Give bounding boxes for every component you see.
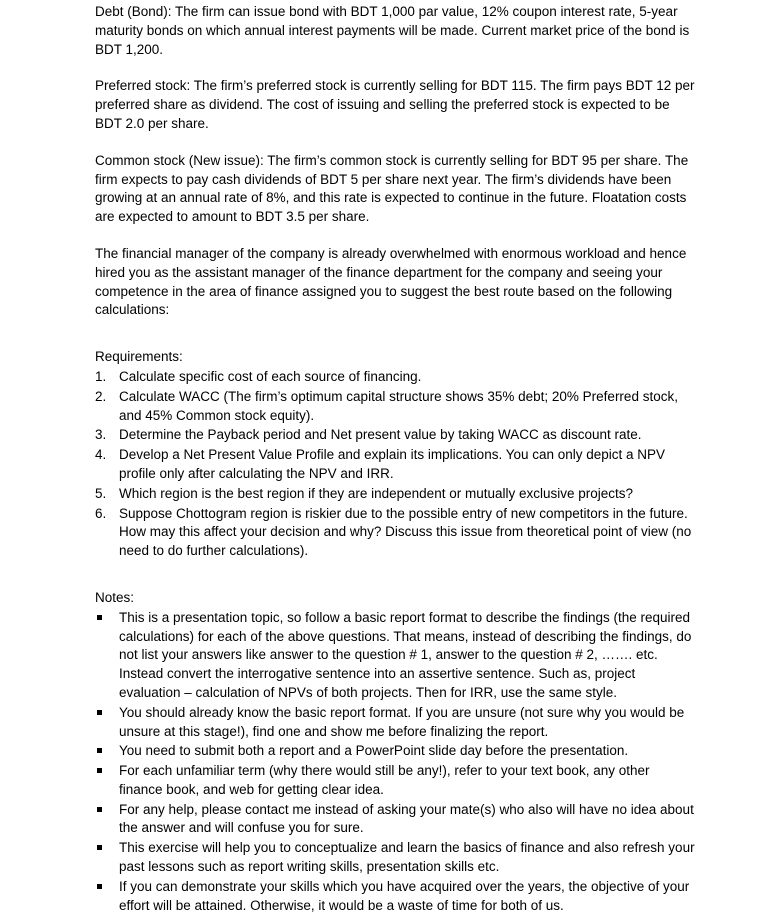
requirements-heading: Requirements:: [95, 349, 183, 365]
common-stock-paragraph: Common stock (New issue): The firm’s common stock is currently selling for BDT 95 per share. The firm expects to pay cash dividends of BDT 5 per share next year. The firm’s dividends have been growing at an annual rate of 8%, and this rate is expected to continue in the future. Floatation costs are expected to amount to BDT 3.5 per share.: [95, 152, 689, 225]
note-item: [95, 742, 695, 761]
note-text: If you can demonstrate your skills which you have acquired over the years, the objective of your effort will be attained. Otherwise, it would be a waste of time for both of us.: [119, 878, 690, 913]
requirement-number: 4.: [95, 447, 107, 463]
square-bullet-icon: [97, 748, 102, 753]
note-item: [95, 801, 695, 839]
square-bullet-icon: [97, 615, 102, 620]
square-bullet-icon: [97, 710, 102, 715]
notes-list: [95, 609, 695, 916]
note-text: You should already know the basic report format. If you are unsure (not sure why you would be unsure at this stage!), find one and show me before finalizing the report.: [119, 704, 685, 739]
requirement-number: 3.: [95, 427, 107, 443]
requirement-text: Which region is the best region if they are independent or mutually exclusive projects?: [119, 485, 634, 501]
note-text: For each unfamiliar term (why there would still be any!), refer to your text book, any other finance book, and web for getting clear idea.: [119, 763, 650, 797]
debt-paragraph: Debt (Bond): The firm can issue bond with BDT 1,000 par value, 12% coupon interest rate, 5-year maturity bonds on which annual interest payments will be made. Current market price of the bond is BDT 1,200.: [95, 4, 690, 57]
note-text: You need to submit both a report and a PowerPoint slide day before the presentation.: [119, 743, 629, 759]
square-bullet-icon: [97, 807, 102, 812]
note-item: [95, 704, 695, 742]
requirement-item: [95, 485, 695, 504]
requirement-item: [95, 505, 695, 561]
note-item: [95, 839, 695, 877]
requirement-number: 1.: [95, 368, 107, 384]
requirements-list: [95, 368, 695, 561]
square-bullet-icon: [97, 884, 102, 889]
requirement-text: Calculate WACC (The firm’s optimum capital structure shows 35% debt; 20% Preferred stock, and 45% Common stock equity).: [119, 388, 678, 423]
note-item: [95, 609, 695, 703]
requirement-text: Suppose Chottogram region is riskier due to the possible entry of new competitors in the future. How may this affect your decision and why? Discuss this issue from theoretical point of view (no need to do further calculations).: [119, 505, 692, 559]
requirement-item: [95, 446, 695, 484]
document-page: [95, 3, 695, 915]
requirement-item: [95, 388, 695, 426]
note-text: For any help, please contact me instead of asking your mate(s) who also will have no idea about the answer and will confuse you for sure.: [119, 801, 694, 836]
square-bullet-icon: [97, 768, 102, 773]
preferred-stock-paragraph: Preferred stock: The firm’s preferred stock is currently selling for BDT 115. The firm pays BDT 12 per preferred share as dividend. The cost of issuing and selling the preferred stock is expected to be BDT 2.0 per share.: [95, 78, 695, 131]
note-text: This is a presentation topic, so follow a basic report format to describe the findings (the required calculations) for each of the above questions. That means, instead of describing the findings, do not list your answers like answer to the question # 1, answer to the question # 2, ……. etc. Instead convert the interrogative sentence into an assertive sentence. Such as, project evaluation – calculation of NPVs of both projects. Then for IRR, use the same style.: [119, 609, 692, 700]
requirement-number: 6.: [95, 505, 107, 521]
square-bullet-icon: [97, 845, 102, 850]
requirement-text: Determine the Payback period and Net present value by taking WACC as discount rate.: [119, 427, 642, 443]
requirement-item: [95, 426, 695, 445]
note-item: [95, 878, 695, 916]
notes-heading: Notes:: [95, 589, 135, 605]
requirement-text: Develop a Net Present Value Profile and explain its implications. You can only depict a NPV profile only after calculating the NPV and IRR.: [119, 447, 666, 481]
requirement-item: [95, 368, 695, 387]
requirement-text: Calculate specific cost of each source of financing.: [119, 368, 422, 384]
manager-paragraph: The financial manager of the company is already overwhelmed with enormous workload and hence hired you as the assistant manager of the finance department for the company and seeing your competence in the area of finance assigned you to suggest the best route based on the following calculations:: [95, 245, 687, 318]
note-item: [95, 762, 695, 800]
requirement-number: 2.: [95, 388, 107, 404]
requirement-number: 5.: [95, 485, 107, 501]
note-text: This exercise will help you to conceptualize and learn the basics of finance and also refresh your past lessons such as report writing skills, presentation skills etc.: [119, 840, 695, 875]
